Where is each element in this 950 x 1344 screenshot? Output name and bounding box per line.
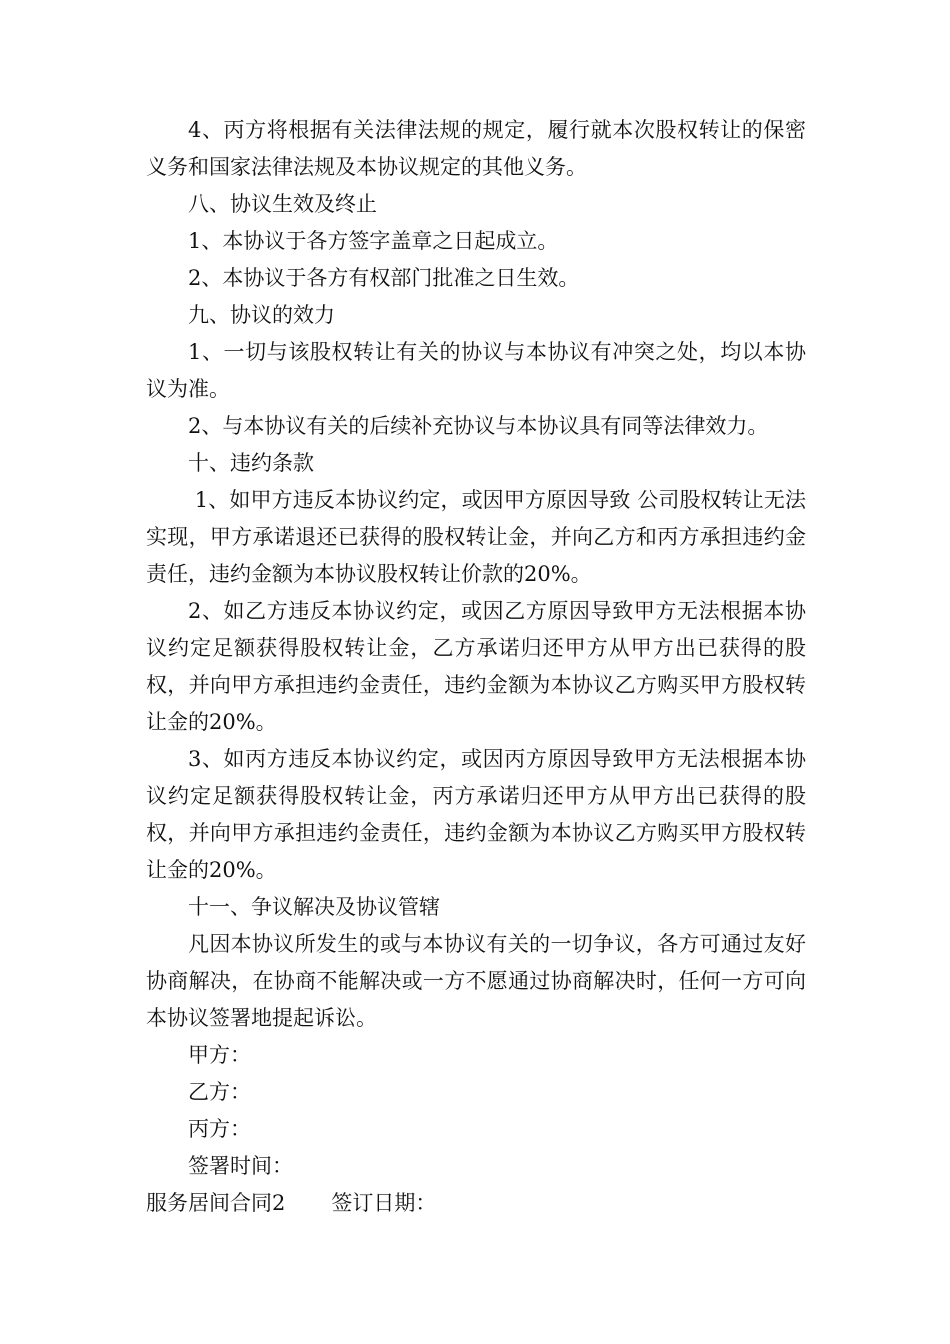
section-heading-effect-termination: 八、协议生效及终止: [188, 192, 377, 216]
sign-date-label: 签订日期：: [331, 1191, 437, 1215]
clause-paragraph: 2、如乙方违反本协议约定，或因乙方原因导致甲方无法根据本协议约定足额获得股权转让金，乙方承诺归还甲方从甲方出已获得的股权，并向甲方承担违约金责任，违约金额为本协议乙方购买甲方股权转让金的20%。: [146, 599, 806, 734]
section-heading-dispute: 十一、争议解决及协议管辖: [188, 895, 440, 919]
next-document-line: [146, 1185, 806, 1222]
clause-paragraph: 1、如甲方违反本协议约定，或因甲方原因导致 公司股权转让无法实现，甲方承诺退还已获得的股权转让金，并向乙方和丙方承担违约金责任，违约金额为本协议股权转让价款的20%。: [146, 488, 806, 586]
clause-paragraph: 1、本协议于各方签字盖章之日起成立。: [188, 229, 559, 253]
signature-party-b: 乙方：: [188, 1080, 251, 1104]
section-heading-validity: 九、协议的效力: [188, 303, 335, 327]
clause-paragraph: 1、一切与该股权转让有关的协议与本协议有冲突之处，均以本协议为准。: [146, 340, 806, 401]
clause-paragraph: 2、与本协议有关的后续补充协议与本协议具有同等法律效力。: [188, 414, 769, 438]
clause-paragraph: 2、本协议于各方有权部门批准之日生效。: [188, 266, 580, 290]
clause-paragraph: 凡因本协议所发生的或与本协议有关的一切争议，各方可通过友好协商解决，在协商不能解决或一方不愿通过协商解决时，任何一方可向本协议签署地提起诉讼。: [146, 932, 806, 1030]
section-heading-breach: 十、违约条款: [188, 451, 314, 475]
clause-paragraph: 3、如丙方违反本协议约定，或因丙方原因导致甲方无法根据本协议约定足额获得股权转让金，丙方承诺归还甲方从甲方出已获得的股权，并向甲方承担违约金责任，违约金额为本协议乙方购买甲方股权转让金的20%。: [146, 747, 806, 882]
next-document-title: 服务居间合同2: [146, 1191, 286, 1215]
signature-party-c: 丙方：: [188, 1117, 251, 1141]
signature-time: 签署时间：: [188, 1154, 293, 1178]
clause-paragraph: 4、丙方将根据有关法律法规的规定，履行就本次股权转让的保密义务和国家法律法规及本协议规定的其他义务。: [146, 118, 806, 179]
signature-party-a: 甲方：: [188, 1043, 251, 1067]
document-page: [146, 112, 806, 1222]
